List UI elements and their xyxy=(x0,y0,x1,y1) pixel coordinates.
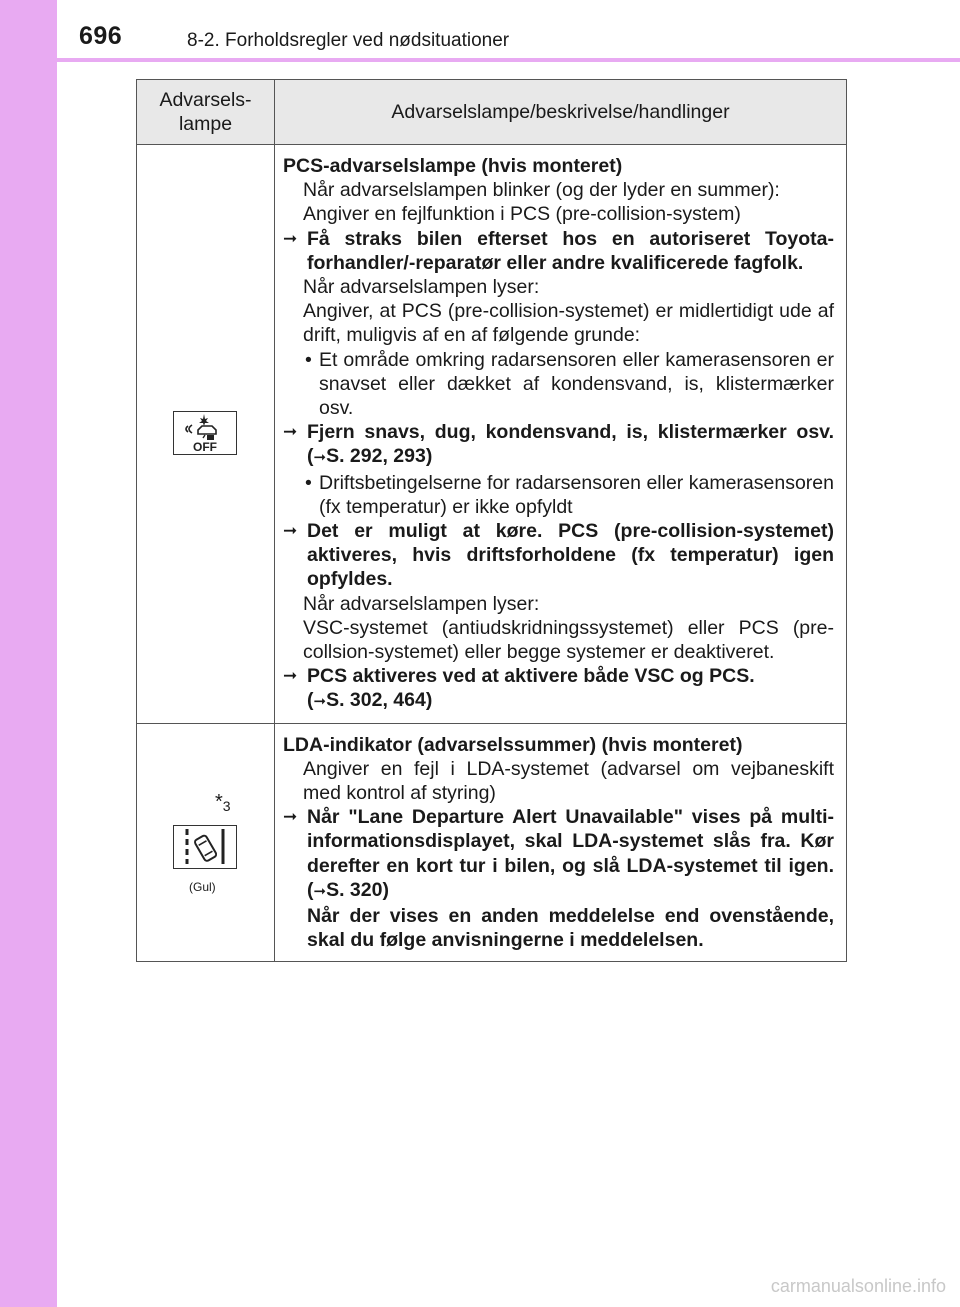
pcs-action-drive xyxy=(283,519,834,592)
xref-arrow-icon: ➞ xyxy=(313,449,327,467)
footnote-number: 3 xyxy=(222,797,231,814)
pcs-action-service-text: Få straks bilen efterset hos en autoriseret Toyota-forhandler/-reparatør eller andre kvalificerede fagfolk. xyxy=(307,227,834,274)
lda-action-unavailable-text: Når "Lane Departure Alert Unavailable" vises på multi-informationsdisplayet, skal LDA-systemet slås fra. Kør derefter en kort tur i bilen, og slå LDA-systemet til igen. ( xyxy=(307,806,834,901)
pcs-lit-condition-2: Når advarselslampen lyser: xyxy=(303,592,540,615)
svg-text:OFF: OFF xyxy=(193,440,217,453)
xref-arrow-icon: ➞ xyxy=(313,693,327,711)
column-header-lamp xyxy=(137,80,275,145)
pcs-blink-meaning: Angiver en fejlfunktion i PCS (pre-collision-system) xyxy=(303,203,741,226)
pcs-lit-meaning-2: VSC-systemet (antiudskridningssystemet) eller PCS (pre-collsion-systemet) eller begge systemer er deaktiveret. xyxy=(303,616,834,664)
arrow-icon: ➞ xyxy=(283,228,298,248)
lda-meaning: Angiver en fejl i LDA-systemet (advarsel om vejbaneskift med kontrol af styring) xyxy=(303,757,834,805)
lda-action-other-message xyxy=(283,904,834,952)
pcs-bullet-sensor-dirty-text: Et område omkring radarsensoren eller kamerasensoren er snavset eller dækket af kondensvand, is, klistermærker osv. xyxy=(319,348,834,420)
page-number: 696 xyxy=(79,22,123,50)
pcs-off-icon xyxy=(173,411,237,455)
lda-action-unavailable xyxy=(283,805,834,904)
pcs-icon-cell xyxy=(137,145,275,724)
watermark: carmanualsonline.info xyxy=(770,1276,946,1296)
lda-action-other-message-text: Når der vises en anden meddelelse end ovenstående, skal du følge anvisningerne i meddelelsen. xyxy=(307,905,834,952)
lda-icon-cell xyxy=(137,723,275,961)
arrow-icon: ➞ xyxy=(283,666,298,686)
pcs-lit-condition: Når advarselslampen lyser: xyxy=(303,276,540,299)
color-label: (Gul) xyxy=(189,879,216,894)
pcs-action-clean xyxy=(283,420,834,470)
lda-icon-graphic xyxy=(174,826,235,867)
pcs-lit-meaning: Angiver, at PCS (pre-collision-systemet) er midlertidigt ude af drift, muligvis af en af følgende grunde: xyxy=(303,300,834,347)
arrow-icon: ➞ xyxy=(283,807,298,827)
pcs-bullet-conditions-text: Driftsbetingelserne for radarsensoren eller kamerasensoren (fx temperatur) er ikke opfyldt xyxy=(319,471,834,518)
column-header-description: Advarselslampe/beskrivelse/handlinger xyxy=(275,80,847,145)
bullet-dot: • xyxy=(305,471,312,494)
pcs-description-cell xyxy=(275,145,847,724)
table-header-row xyxy=(137,80,847,145)
lda-action-unavailable-ref[interactable]: S. 320) xyxy=(326,878,389,901)
arrow-icon: ➞ xyxy=(283,521,298,541)
pcs-off-icon-graphic xyxy=(174,412,235,453)
footnote-asterisk: * xyxy=(215,790,223,813)
lda-description-cell xyxy=(275,723,847,961)
header-rule xyxy=(57,58,960,62)
bullet-dot: • xyxy=(305,348,312,371)
xref-arrow-icon: ➞ xyxy=(313,882,327,900)
pcs-action-activate-text: PCS aktiveres ved at aktivere både VSC og PCS. xyxy=(307,665,755,688)
pcs-action-drive-text: Det er muligt at køre. PCS (pre-collision-systemet) aktiveres, hvis driftsforholdene (fx temperatur) igen opfyldes. xyxy=(307,520,834,591)
pcs-action-activate-ref-open: ( xyxy=(307,689,314,712)
arrow-icon: ➞ xyxy=(283,422,298,442)
pcs-bullet-conditions xyxy=(283,471,834,519)
lda-icon xyxy=(173,825,237,869)
lda-title: LDA-indikator (advarselssummer) (hvis monteret) xyxy=(283,733,743,756)
warning-light-table xyxy=(136,79,847,962)
pcs-action-activate xyxy=(283,664,834,714)
pcs-blink-condition: Når advarselslampen blinker (og der lyder en summer): xyxy=(303,179,780,202)
pcs-action-clean-text: Fjern snavs, dug, kondensvand, is, klistermærker osv. ( xyxy=(307,421,834,468)
pcs-bullet-sensor-dirty xyxy=(283,348,834,421)
pcs-action-clean-ref[interactable]: S. 292, 293) xyxy=(326,445,433,468)
pcs-action-service xyxy=(283,227,834,275)
pcs-action-activate-ref[interactable]: S. 302, 464) xyxy=(326,689,433,712)
table-row xyxy=(137,145,847,724)
sidebar-band xyxy=(0,0,57,1307)
footnote-marker xyxy=(215,790,231,818)
pcs-title: PCS-advarselslampe (hvis monteret) xyxy=(283,155,623,177)
section-title: 8-2. Forholdsregler ved nødsituationer xyxy=(187,30,510,51)
column-header-lamp-label: Advarsels- lampe xyxy=(159,89,252,135)
table-row xyxy=(137,723,847,961)
